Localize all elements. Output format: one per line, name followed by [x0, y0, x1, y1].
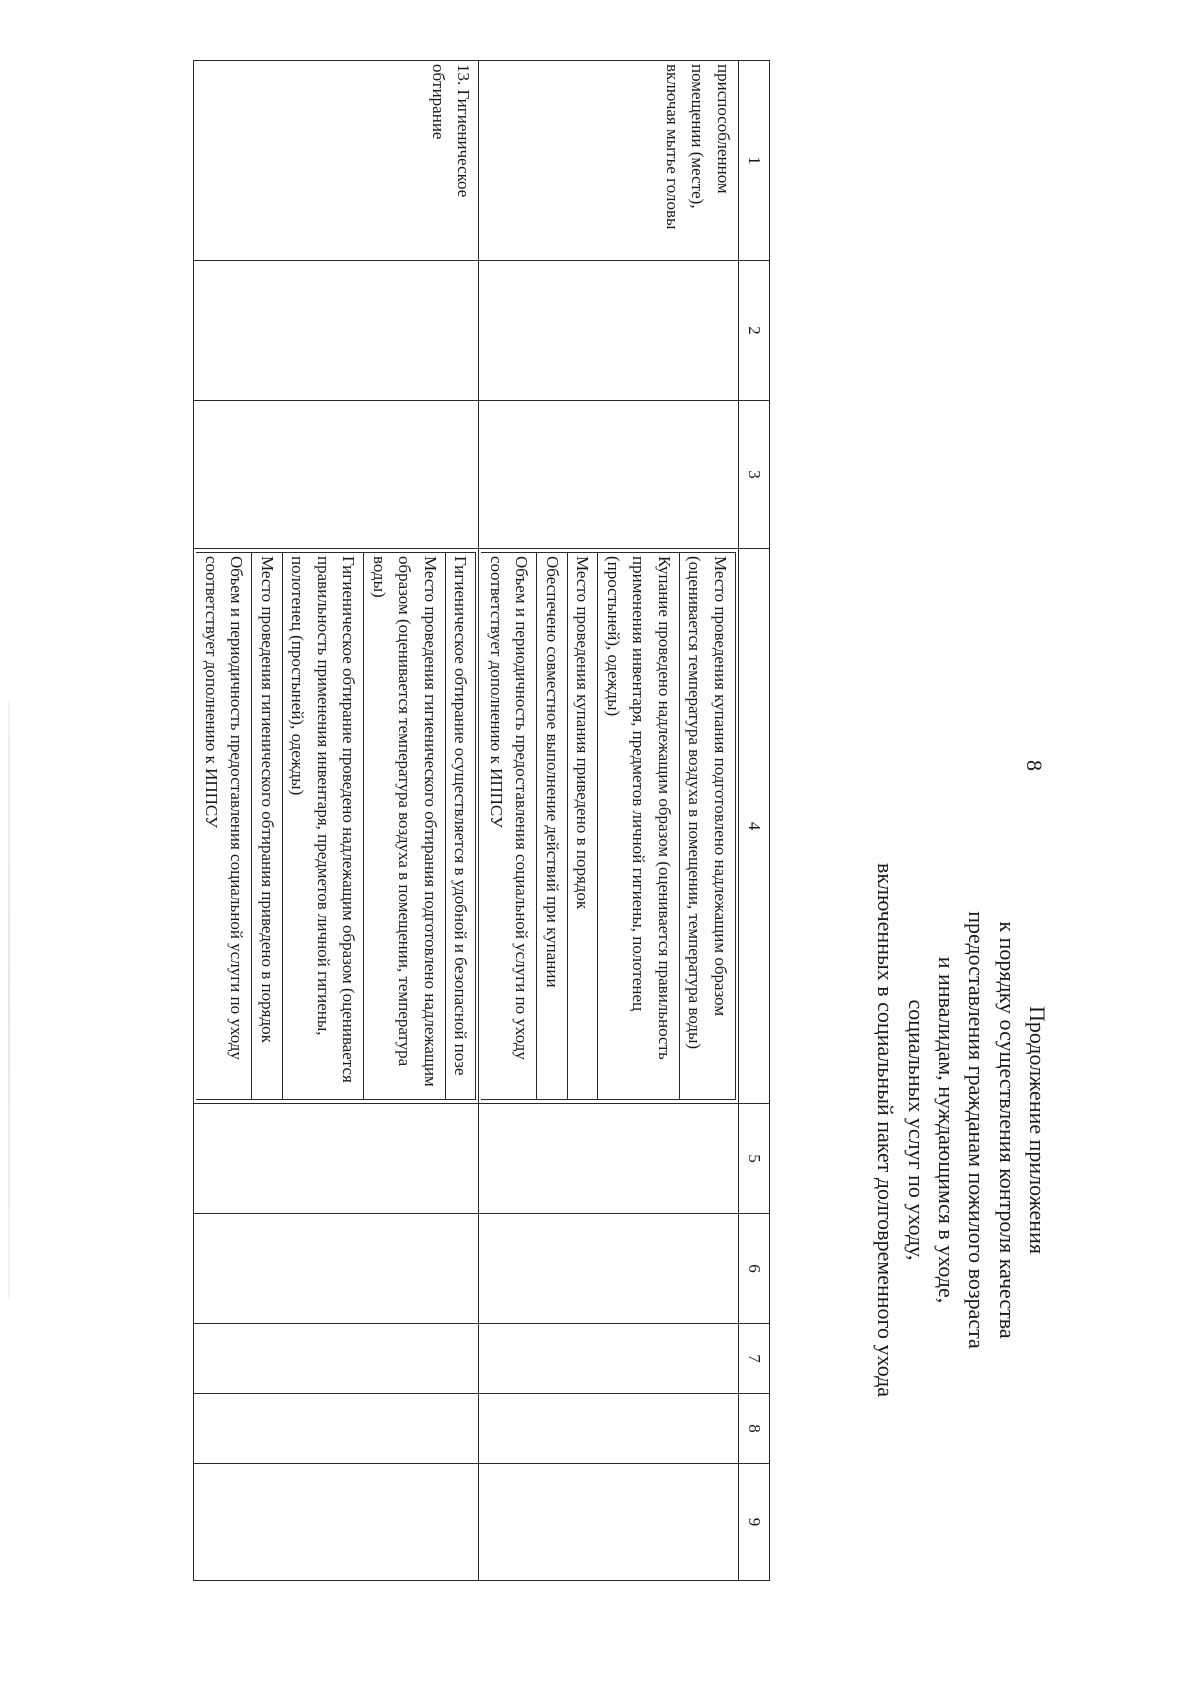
- rotated-page: [202, 60, 1092, 1590]
- table-row: [479, 61, 739, 1581]
- empty-cell: [479, 1394, 739, 1464]
- empty-cell: [194, 1104, 479, 1214]
- empty-cell: [479, 1104, 739, 1214]
- appendix-header: [870, 690, 1052, 1570]
- criteria-cell: [479, 549, 739, 1104]
- header-line: и инвалидам, нуждающимся в уходе,: [933, 956, 959, 1304]
- criterion-item: Место проведения купания приведено в порядок: [568, 553, 599, 1100]
- empty-cell: [479, 1214, 739, 1324]
- empty-cell: [194, 261, 479, 401]
- empty-cell: [194, 1394, 479, 1464]
- criteria-list: [482, 552, 737, 1100]
- criterion-item: Место проведения гигиенического обтирания подготовлено надлежащим образом (оценивается температура воздуха в помещении, температура воды): [364, 553, 446, 1100]
- header-line: Продолжение приложения: [1025, 1006, 1050, 1254]
- criterion-item: Объем и периодичность предоставления социальной услуги по уходу соответствует дополнению к ИППСУ: [197, 553, 253, 1100]
- criterion-item: Место проведения гигиенического обтирания приведено в порядок: [252, 553, 283, 1100]
- criterion-item: Купание проведено надлежащим образом (оценивается правильность применения инвентаря, предметов личной гигиены, полотенец (простыней), одежды): [598, 553, 680, 1100]
- column-number: 6: [739, 1214, 770, 1324]
- column-number: 5: [739, 1104, 770, 1214]
- header-line: к порядку осуществления контроля качества: [994, 921, 1020, 1339]
- column-number: 4: [739, 549, 770, 1104]
- empty-cell: [194, 1464, 479, 1581]
- service-name-cell: приспособленном помещении (месте), включая мытье головы: [479, 61, 739, 261]
- header-line: включенных в социальный пакет долговременного ухода: [873, 862, 899, 1398]
- header-line: социальных услуг по уходу,: [903, 999, 929, 1261]
- criteria-list: [197, 552, 477, 1100]
- empty-cell: [479, 1324, 739, 1394]
- criterion-item: Место проведения купания подготовлено надлежащим образом (оценивается температура воздуха в помещении, температура воды): [680, 553, 736, 1100]
- criterion-item: Объем и периодичность предоставления социальной услуги по уходу соответствует дополнению к ИППСУ: [482, 553, 538, 1100]
- criterion-item: Гигиеническое обтирание осуществляется в удобной и безопасной позе: [446, 553, 477, 1100]
- empty-cell: [194, 1214, 479, 1324]
- column-number: 2: [739, 261, 770, 401]
- column-number: 9: [739, 1464, 770, 1581]
- scan-edge-artifact: [8, 700, 10, 1300]
- empty-cell: [194, 401, 479, 549]
- column-number: 1: [739, 61, 770, 261]
- empty-cell: [479, 401, 739, 549]
- criterion-item: Гигиеническое обтирание проведено надлежащим образом (оценивается правильность применения инвентаря, предметов личной гигиены, полотенец (простыней), одежды): [283, 553, 365, 1100]
- column-number: 3: [739, 401, 770, 549]
- service-name-cell: 13. Гигиеническое обтирание: [194, 61, 479, 261]
- column-number: 7: [739, 1324, 770, 1394]
- quality-control-table: [194, 60, 771, 1581]
- page-number: 8: [1022, 760, 1047, 771]
- empty-cell: [479, 1464, 739, 1581]
- empty-cell: [194, 1324, 479, 1394]
- criterion-item: Обеспечено совместное выполнение действий при купании: [537, 553, 568, 1100]
- empty-cell: [479, 261, 739, 401]
- column-number: 8: [739, 1394, 770, 1464]
- table-row: [194, 61, 479, 1581]
- column-number-row: [739, 61, 770, 1581]
- criteria-cell: [194, 549, 479, 1104]
- header-line: предоставления гражданам пожилого возраста: [964, 911, 990, 1349]
